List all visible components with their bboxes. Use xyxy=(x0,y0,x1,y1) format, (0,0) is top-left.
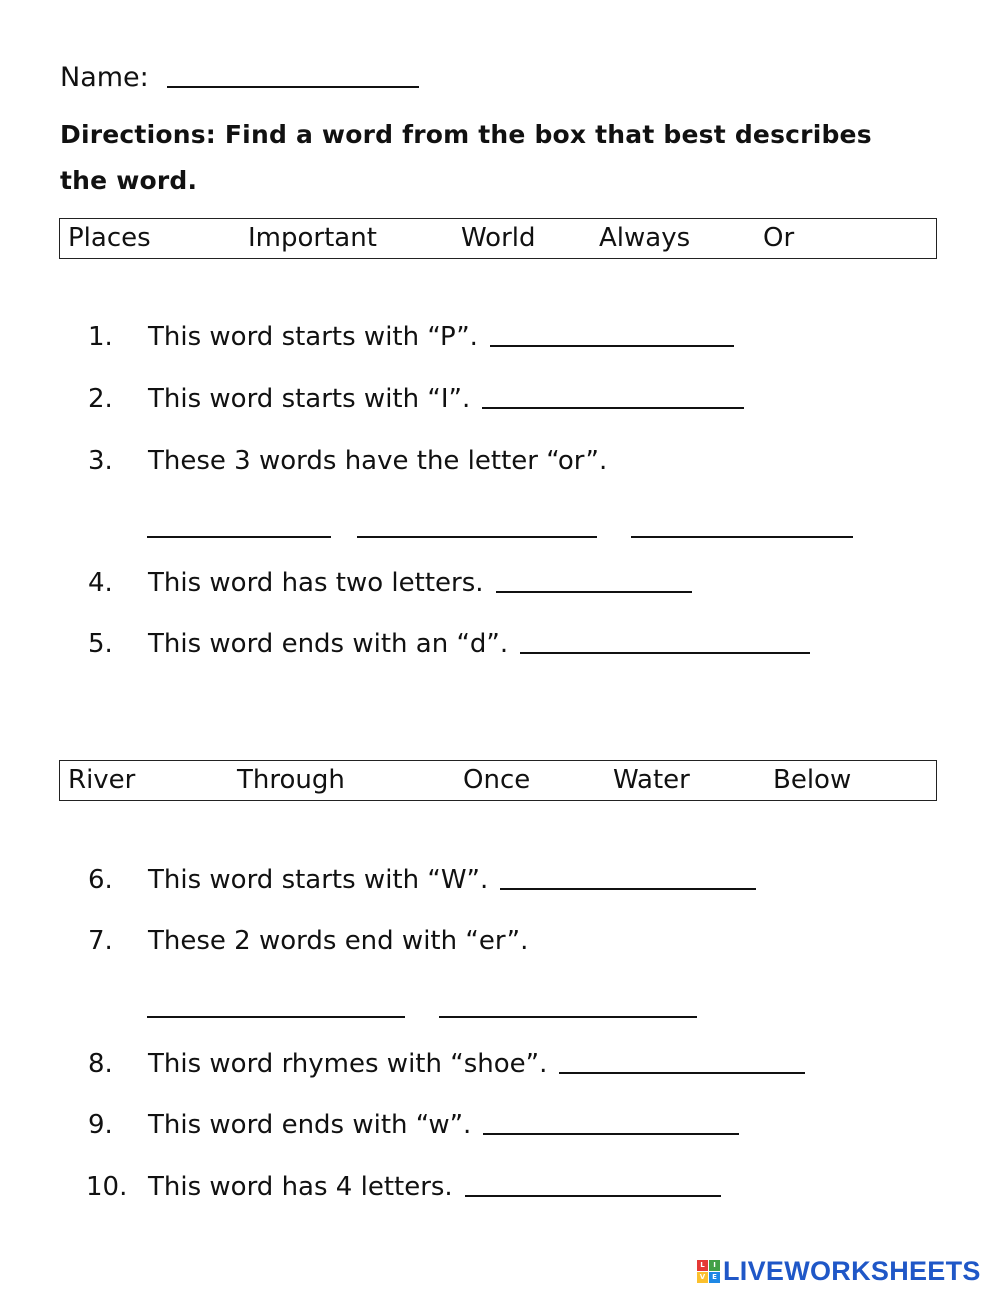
question-number: 1. xyxy=(88,322,113,352)
box-word: Through xyxy=(237,765,345,795)
question-number: 8. xyxy=(88,1049,113,1079)
answer-blank[interactable] xyxy=(483,1133,739,1135)
question-text: This word ends with an “d”. xyxy=(148,629,509,659)
question-number: 6. xyxy=(88,865,113,895)
answer-blank[interactable] xyxy=(147,536,331,538)
question-text: This word starts with “P”. xyxy=(148,322,478,352)
question-text: This word ends with “w”. xyxy=(148,1110,472,1140)
logo-mark-letter: V xyxy=(697,1272,708,1283)
question-number: 9. xyxy=(88,1110,113,1140)
answer-blank[interactable] xyxy=(147,1016,405,1018)
question-8 xyxy=(148,1049,805,1079)
liveworksheets-logo xyxy=(697,1256,981,1287)
logo-text: LIVEWORKSHEETS xyxy=(723,1256,981,1286)
question-1 xyxy=(148,322,734,352)
name-label: Name: xyxy=(60,62,149,93)
question-3 xyxy=(148,446,607,476)
box-word: River xyxy=(68,765,136,795)
question-number: 4. xyxy=(88,568,113,598)
question-9 xyxy=(148,1110,739,1140)
answer-blank[interactable] xyxy=(520,652,810,654)
question-text: This word starts with “W”. xyxy=(148,865,489,895)
box-word: Below xyxy=(773,765,852,795)
question-text: This word has 4 letters. xyxy=(148,1172,453,1202)
directions-line-2: the word. xyxy=(60,166,198,195)
question-10 xyxy=(148,1172,721,1202)
box-word: Or xyxy=(763,223,795,253)
question-text: These 2 words end with “er”. xyxy=(148,926,529,956)
question-6 xyxy=(148,865,756,895)
answer-blank[interactable] xyxy=(439,1016,697,1018)
box-word: Water xyxy=(613,765,690,795)
question-text: This word starts with “I”. xyxy=(148,384,471,414)
logo-mark-icon xyxy=(697,1260,720,1283)
answer-blank[interactable] xyxy=(500,888,756,890)
question-number: 2. xyxy=(88,384,113,414)
answer-blank[interactable] xyxy=(490,345,734,347)
question-number: 7. xyxy=(88,926,113,956)
answer-blank[interactable] xyxy=(631,536,853,538)
answer-blank[interactable] xyxy=(357,536,597,538)
logo-mark-letter: E xyxy=(709,1272,720,1283)
word-box-1 xyxy=(59,218,937,259)
box-word: Once xyxy=(463,765,531,795)
question-7 xyxy=(148,926,528,956)
question-text: This word rhymes with “shoe”. xyxy=(148,1049,548,1079)
answer-blank[interactable] xyxy=(496,591,692,593)
question-number: 10. xyxy=(86,1172,128,1202)
box-word: World xyxy=(461,223,536,253)
question-5 xyxy=(148,629,810,659)
question-text: This word has two letters. xyxy=(148,568,484,598)
name-field-row xyxy=(60,62,419,93)
directions-line-1: Directions: Find a word from the box that best describes xyxy=(60,120,872,149)
question-2 xyxy=(148,384,744,414)
logo-mark-letter: I xyxy=(709,1260,720,1271)
question-text: These 3 words have the letter “or”. xyxy=(148,446,608,476)
name-blank[interactable] xyxy=(167,86,419,88)
question-4 xyxy=(148,568,692,598)
answer-blank[interactable] xyxy=(559,1072,805,1074)
question-number: 3. xyxy=(88,446,113,476)
box-word: Always xyxy=(599,223,691,253)
box-word: Places xyxy=(68,223,151,253)
word-box-2 xyxy=(59,760,937,801)
logo-mark-letter: L xyxy=(697,1260,708,1271)
question-number: 5. xyxy=(88,629,113,659)
answer-blank[interactable] xyxy=(482,407,744,409)
box-word: Important xyxy=(248,223,377,253)
answer-blank[interactable] xyxy=(465,1195,721,1197)
